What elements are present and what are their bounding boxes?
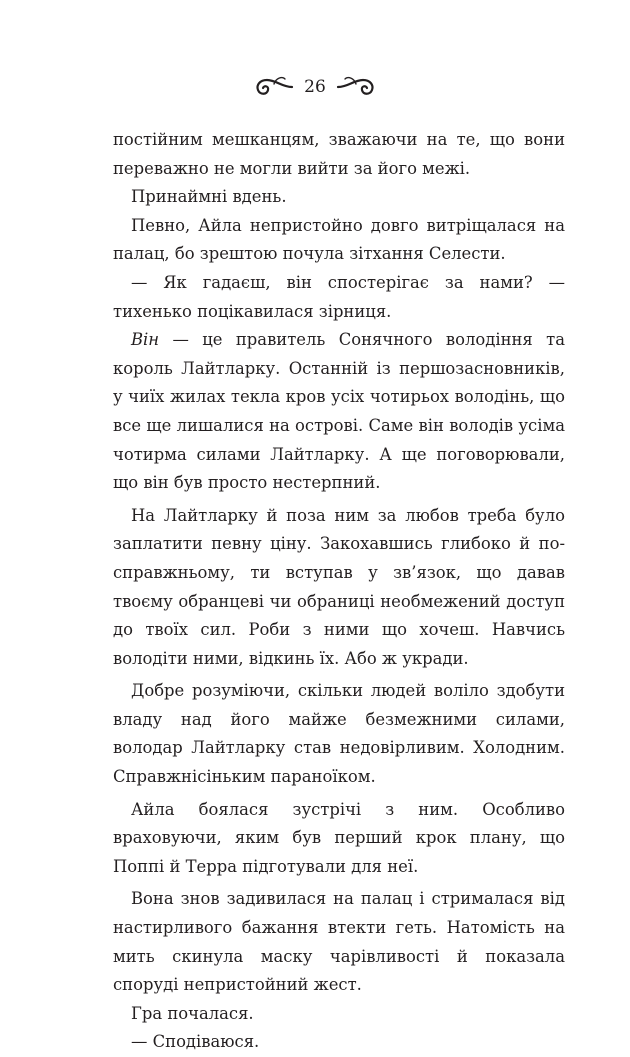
- paragraph: Айла боялася зустрічі з ним. Особливо враховуючи, яким був перший крок плану, що Поппі й Терра підготували для неї.: [113, 799, 565, 876]
- swirl-ornament-left-icon: [252, 74, 294, 100]
- page-number: 26: [304, 77, 326, 97]
- emphasis-word: Він: [131, 330, 160, 350]
- paragraph: Певно, Айла непристойно довго витріщалася на палац, бо зрештою почула зітхання Селести.: [113, 215, 565, 264]
- paragraph: Принаймні вдень.: [131, 187, 287, 207]
- paragraph: Вона знов задивилася на палац і стрималася від настирливого бажання втекти геть. Натомість на мить скинула маску чарівливості й показала споруді непристойний жест.: [113, 889, 565, 995]
- paragraph-continued: постійним мешканцям, зважаючи на те, що вони переважно не могли вийти за його межі.: [113, 130, 565, 178]
- paragraph: Гра почалася.: [131, 1003, 254, 1023]
- body-text: [113, 126, 565, 1057]
- dialogue-paragraph: — Сподіваюся.: [131, 1032, 260, 1052]
- swirl-ornament-right-icon: [336, 74, 378, 100]
- paragraph: На Лайтларку й поза ним за любов треба було заплатити певну ціну. Закохавшись глибоко й по-справжньому, ти вступав у зв’язок, що давав твоєму обранцеві чи обраниці необмежений доступ до твоїх сил. Роби з ними що хочеш. Навчись володіти ними, відкинь їх. Або ж укради.: [113, 505, 565, 668]
- dialogue-paragraph: — Як гадаєш, він спостерігає за нами? — тихенько поцікавилася зірниця.: [113, 272, 565, 321]
- paragraph: [113, 326, 565, 498]
- paragraph-text: — це правитель Сонячного володіння та король Лайтларку. Останній із першозасновників, у чиїх жилах текла кров усіх чотирьох володінь, що все ще лишалися на острові. Саме він володів усіма чотирма силами Лайтларку. А ще поговорювали, що він був просто нестерпний.: [113, 330, 565, 493]
- running-header: [0, 74, 630, 100]
- paragraph: Добре розуміючи, скільки людей воліло здобути владу над його майже безмежними силами, володар Лайтларку став недовірливим. Холодним. Справжнісіньким параноїком.: [113, 681, 565, 787]
